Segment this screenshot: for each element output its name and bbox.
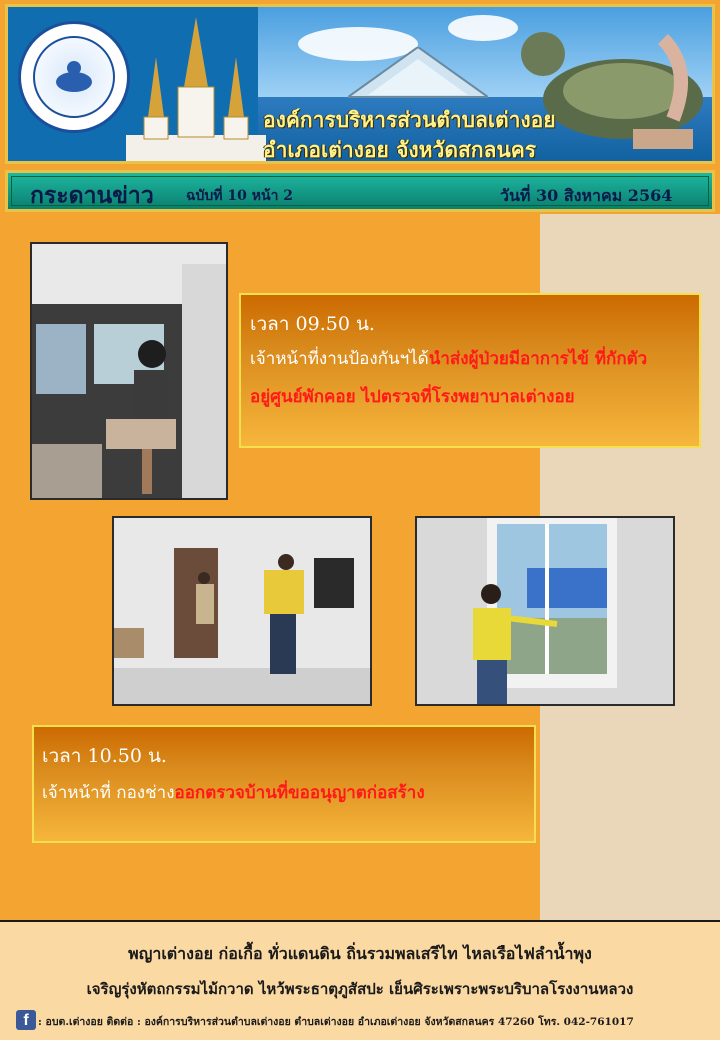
newsletter-bar: [5, 170, 715, 212]
cloud-shape: [448, 15, 518, 41]
issue-number: ฉบับที่ 10 หน้า 2: [186, 188, 294, 204]
photo-house-inspection-1: [112, 516, 372, 706]
footer-slogan-1: พญาเต่างอย ก่อเกื้อ ทั่วแดนดิน ถิ่นรวมพลเสรีไท ไหลเรือไฟลำน้ำพุง: [128, 944, 592, 963]
event-text-2-highlight: ออกตรวจบ้านที่ขออนุญาตก่อสร้าง: [174, 783, 425, 803]
stupa-illustration: [126, 17, 266, 164]
event-text-2: [42, 779, 425, 806]
hall-roof-illustration: [348, 47, 488, 102]
event-text-1: [250, 345, 647, 372]
photo-house-inspection-2: [415, 516, 675, 706]
newsletter-title: กระดานข่าว: [30, 182, 154, 209]
footer-contact: : อบต.เต่างอย ติดต่อ : องค์การบริหารส่วนตำบลเต่างอย ตำบลเต่างอย อำเภอเต่างอย จังหวัดสกลนคร 47260 โทร. 042-761017: [38, 1016, 634, 1028]
event-caption-1: [239, 293, 701, 448]
event-caption-2: [32, 725, 536, 843]
header-banner: [5, 4, 715, 164]
event-text-1-highlight-cont: อยู่ศูนย์พักคอย ไปตรวจที่โรงพยาบาลเต่างอย: [250, 387, 575, 407]
event-text-1-normal: เจ้าหน้าที่งานป้องกันฯได้: [250, 349, 429, 369]
event-time-1: เวลา 09.50 น.: [250, 313, 375, 335]
org-name-line-1: องค์การบริหารส่วนตำบลเต่างอย: [263, 107, 556, 132]
event-time-2: เวลา 10.50 น.: [42, 745, 167, 767]
footer-slogan-2: เจริญรุ่งหัตถกรรมไม้กวาด ไหว้พระธาตุภูสัสปะ เย็นศิระเพราะพระบริบาลโรงงานหลวง: [86, 980, 634, 998]
footer: [0, 920, 720, 1040]
facebook-icon[interactable]: f: [16, 1010, 36, 1030]
issue-date: วันที่ 30 สิงหาคม 2564: [500, 186, 673, 205]
municipal-seal-icon: [18, 21, 130, 133]
event-text-1-highlight: นำส่งผู้ป่วยมีอาการไข้ ที่กักตัว: [428, 349, 648, 369]
org-name-line-2: อำเภอเต่างอย จังหวัดสกลนคร: [263, 137, 537, 162]
photo-ambulance-patient: [30, 242, 228, 500]
event-text-2-normal: เจ้าหน้าที่ กองช่าง: [42, 783, 175, 803]
